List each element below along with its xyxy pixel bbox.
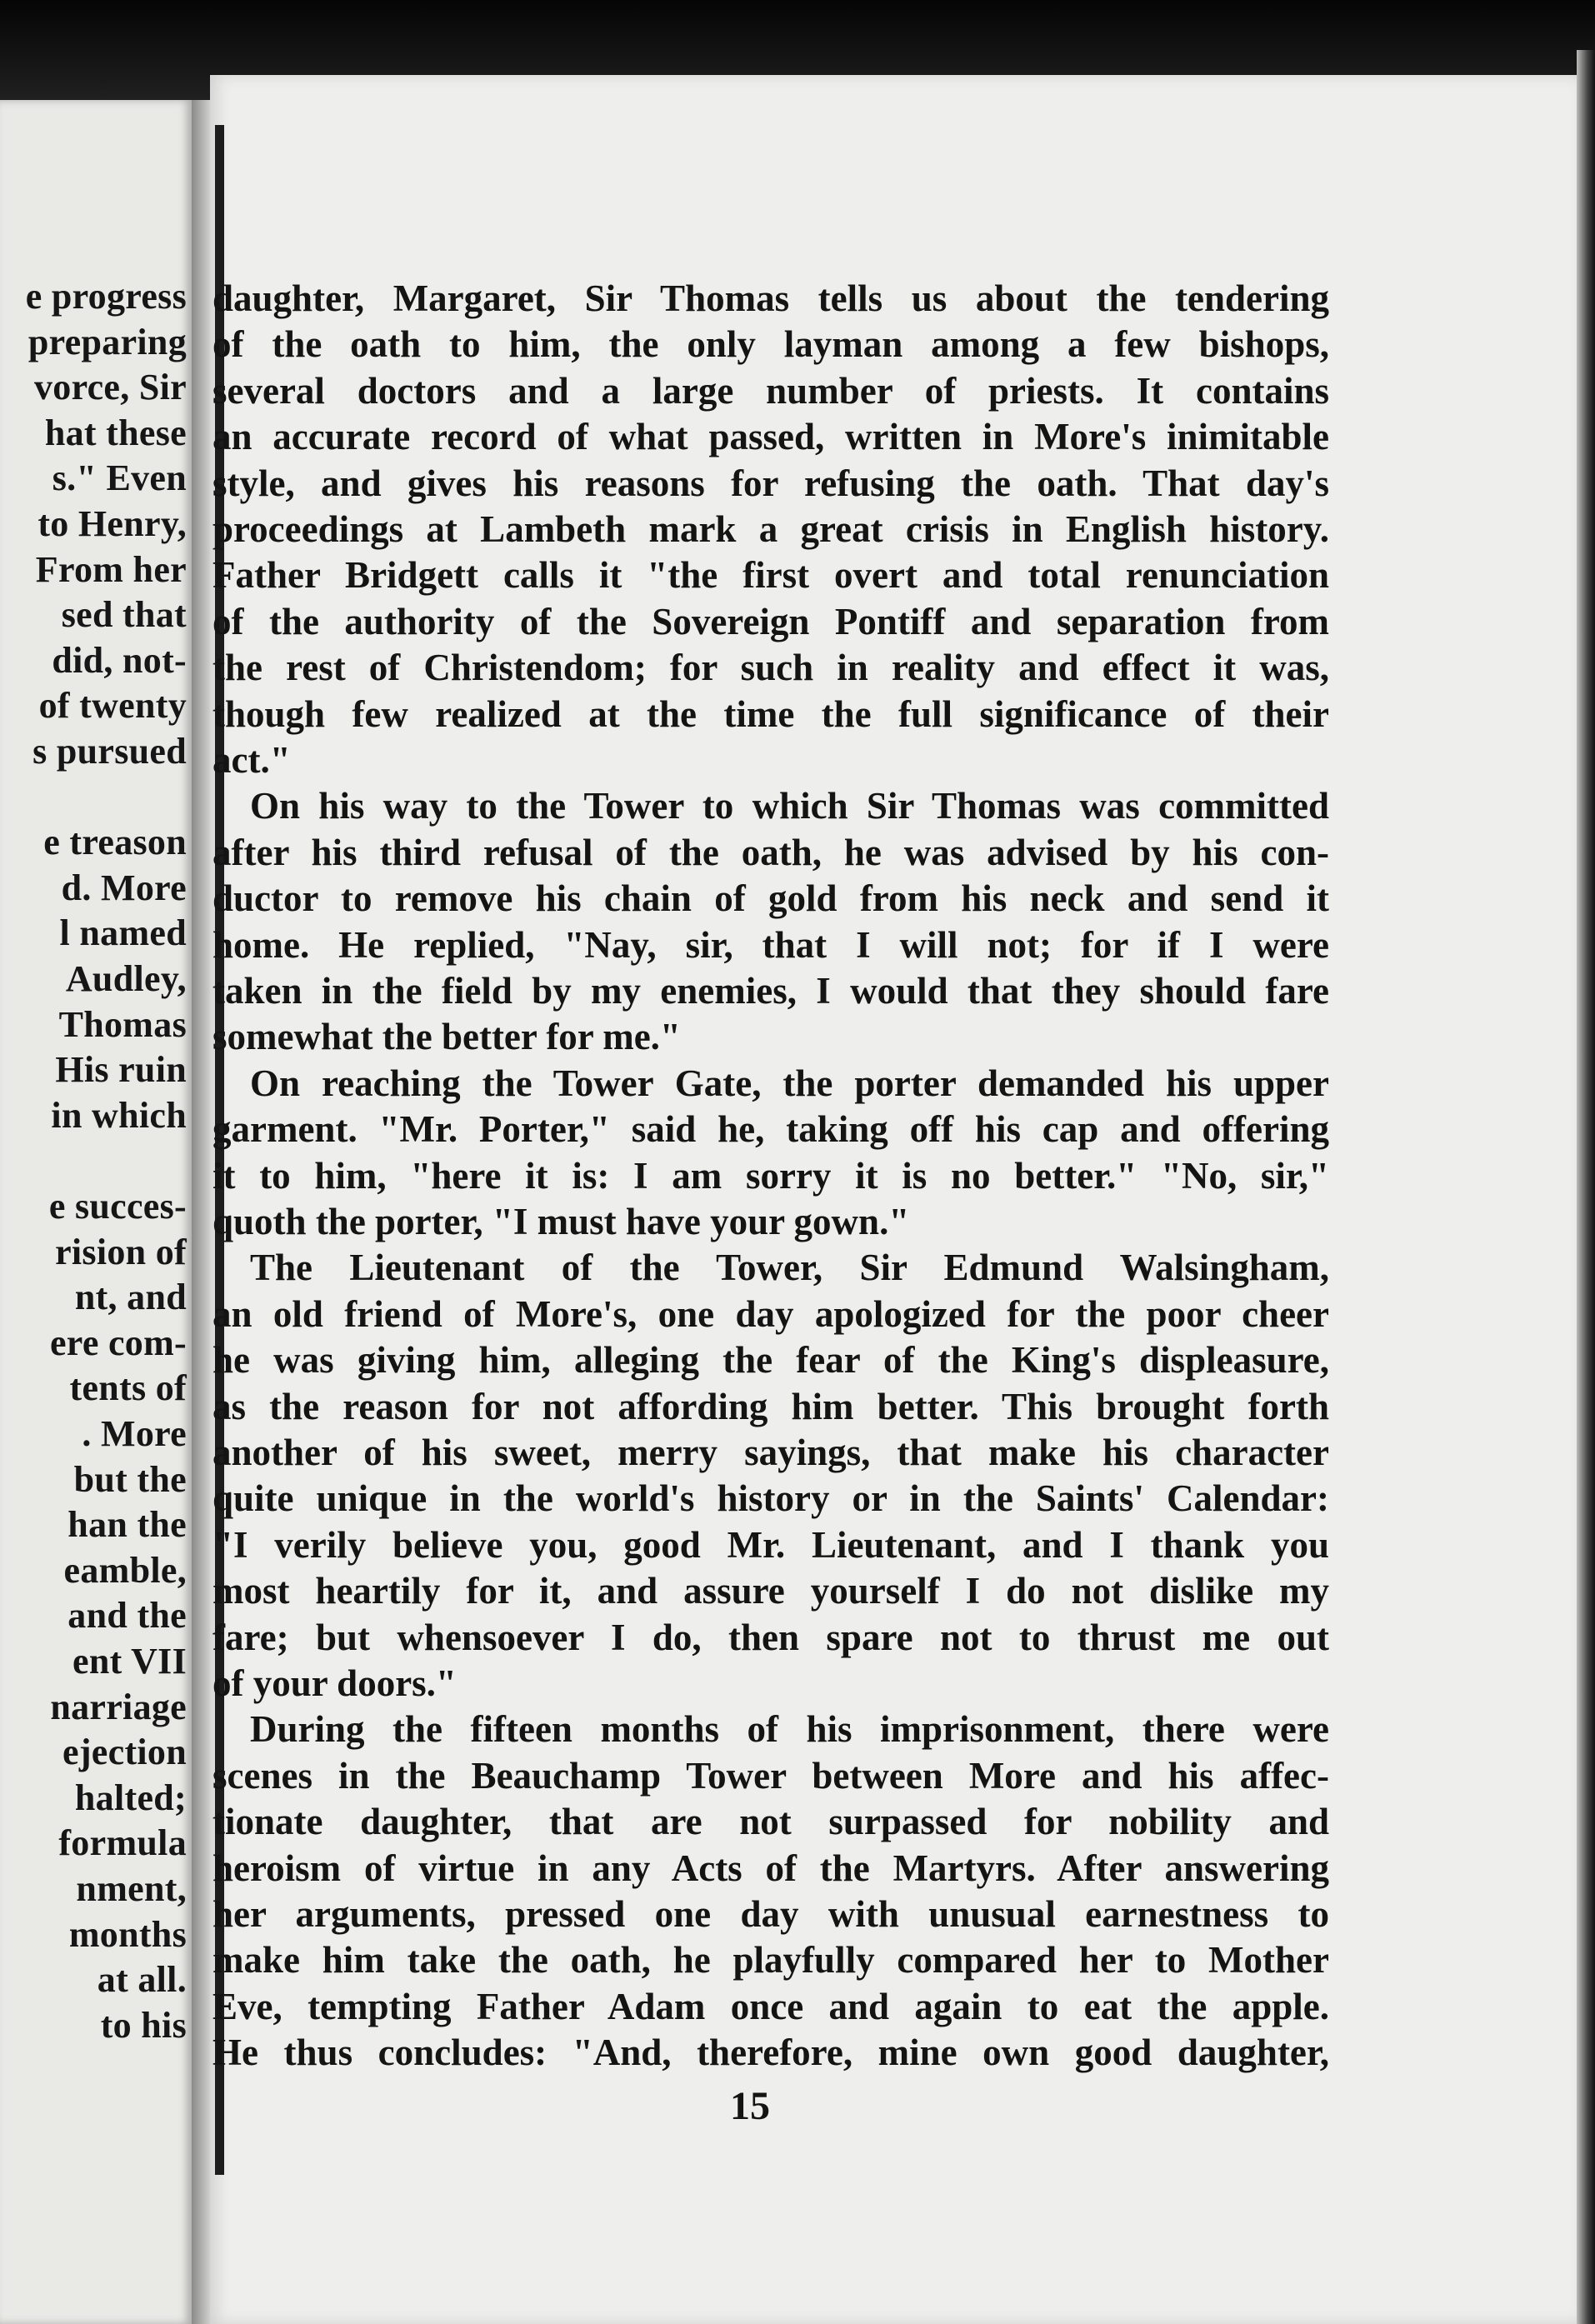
left-page-line: tents of [69,1367,187,1409]
left-page-line: vorce, Sir [33,367,187,408]
page-number: 15 [730,2084,770,2128]
left-page-line: Thomas [58,1003,187,1045]
text-line: of the authority of the Sovereign Pontiff and separation from [212,600,1329,642]
left-page-line: halted; [74,1777,187,1818]
page-edge-shadow [1577,50,1595,2324]
text-line: On his way to the Tower to which Sir Thomas was committed [250,785,1329,827]
left-page-line: nt, and [74,1277,187,1318]
text-line: though few realized at the time the full significance of their [212,692,1329,735]
left-page-line: to Henry, [38,503,187,544]
text-line: another of his sweet, merry sayings, that make his character [212,1432,1329,1473]
text-line: the rest of Christendom; for such in reality and effect it was, [212,647,1329,689]
left-page-line: months [68,1913,187,1955]
text-line: On reaching the Tower Gate, the porter demanded his upper [250,1062,1329,1104]
left-page-line: at all. [97,1959,187,2001]
text-line: quite unique in the world's history or in the Saints' Calendar: [212,1477,1329,1520]
left-page-line: ere com- [49,1322,187,1363]
left-page-line: . More [82,1413,187,1454]
text-line: scenes in the Beauchamp Tower between More and his affec- [212,1754,1329,1797]
text-line: The Lieutenant of the Tower, Sir Edmund Walsingham, [250,1247,1329,1289]
left-page-line: preparing [28,321,187,362]
left-page-line: to his [100,2004,187,2046]
text-line: several doctors and a large number of priests. It contains [212,369,1329,412]
left-page-line: ejection [62,1732,187,1773]
left-page-line: sed that [61,594,187,636]
text-line: Father Bridgett calls it "the first overt and total renunciation [212,554,1329,597]
left-page-line: nment, [76,1868,187,1909]
left-page-line: His ruin [55,1049,187,1091]
left-page-line: eamble, [63,1549,187,1591]
left-page-line: e progress [25,276,187,317]
left-page-line: s pursued [32,731,187,772]
left-page-line: of twenty [38,685,187,727]
left-page-line: formula [58,1822,187,1864]
left-page-fragment [0,100,192,2324]
text-line: tionate daughter, that are not surpassed for nobility and [212,1801,1329,1843]
left-page-line: e succes- [48,1186,187,1227]
text-line: quoth the porter, "I must have your gown." [212,1201,910,1242]
text-line: of the oath to him, the only layman among a few bishops, [212,323,1329,366]
left-page-line: d. More [61,867,187,908]
left-page-line: s." Even [52,457,187,499]
text-line: he was giving him, alleging the fear of the King's displeasure, [212,1339,1329,1382]
text-line: somewhat the better for me." [212,1016,681,1058]
text-line: heroism of virtue in any Acts of the Martyrs. After answering [212,1847,1329,1889]
text-line: of your doors." [212,1662,457,1704]
left-page-line: Audley, [65,958,187,999]
text-line: proceedings at Lambeth mark a great crisis in English history. [212,508,1329,550]
left-page-line: rision of [55,1231,187,1272]
left-page-line: did, not- [52,639,187,681]
text-line: most heartily for it, and assure yourself I do not dislike my [212,1570,1329,1612]
text-line: as the reason for not affording him better. This brought forth [212,1385,1329,1427]
left-page-line: From her [35,548,187,590]
text-line: Eve, tempting Father Adam once and again to eat the apple. [212,1985,1329,2027]
left-page-line: ent VII [72,1641,187,1682]
left-page-line: l named [59,912,187,954]
text-line: daughter, Margaret, Sir Thomas tells us about the tendering [212,277,1329,319]
text-line: style, and gives his reasons for refusing the oath. That day's [212,462,1329,504]
text-line: it to him, "here it is: I am sorry it is no better." "No, sir," [212,1154,1329,1197]
text-line: During the fifteen months of his imprisonment, there were [250,1708,1329,1751]
text-line: act." [212,739,291,781]
text-line: fare; but whensoever I do, then spare not to thrust me out [212,1616,1329,1658]
book-gutter [192,100,210,2324]
text-line: "I verily believe you, good Mr. Lieutenant, and I thank you [212,1523,1329,1566]
left-page-line: han the [68,1504,187,1546]
text-line: after his third refusal of the oath, he was advised by his con- [212,831,1329,873]
left-page-line: but the [73,1458,187,1500]
left-page-line: in which [51,1094,187,1136]
text-line: an old friend of More's, one day apologized for the poor cheer [212,1292,1329,1335]
text-line: ductor to remove his chain of gold from his neck and send it [212,877,1329,920]
text-line: make him take the oath, he playfully compared her to Mother [212,1939,1329,1982]
left-page-line: narriage [50,1686,187,1727]
text-line: taken in the field by my enemies, I would that they should fare [212,970,1329,1012]
text-line: He thus concludes: "And, therefore, mine own good daughter, [212,2032,1329,2074]
text-line: home. He replied, "Nay, sir, that I will not; for if I were [212,923,1329,966]
left-page-line: hat these [44,412,187,453]
left-page-line: e treason [43,822,187,863]
text-line: an accurate record of what passed, written in More's inimitable [212,416,1329,458]
left-page-line: and the [68,1595,187,1637]
text-line: garment. "Mr. Porter," said he, taking off his cap and offering [212,1108,1329,1151]
text-line: her arguments, pressed one day with unusual earnestness to [212,1893,1329,1935]
